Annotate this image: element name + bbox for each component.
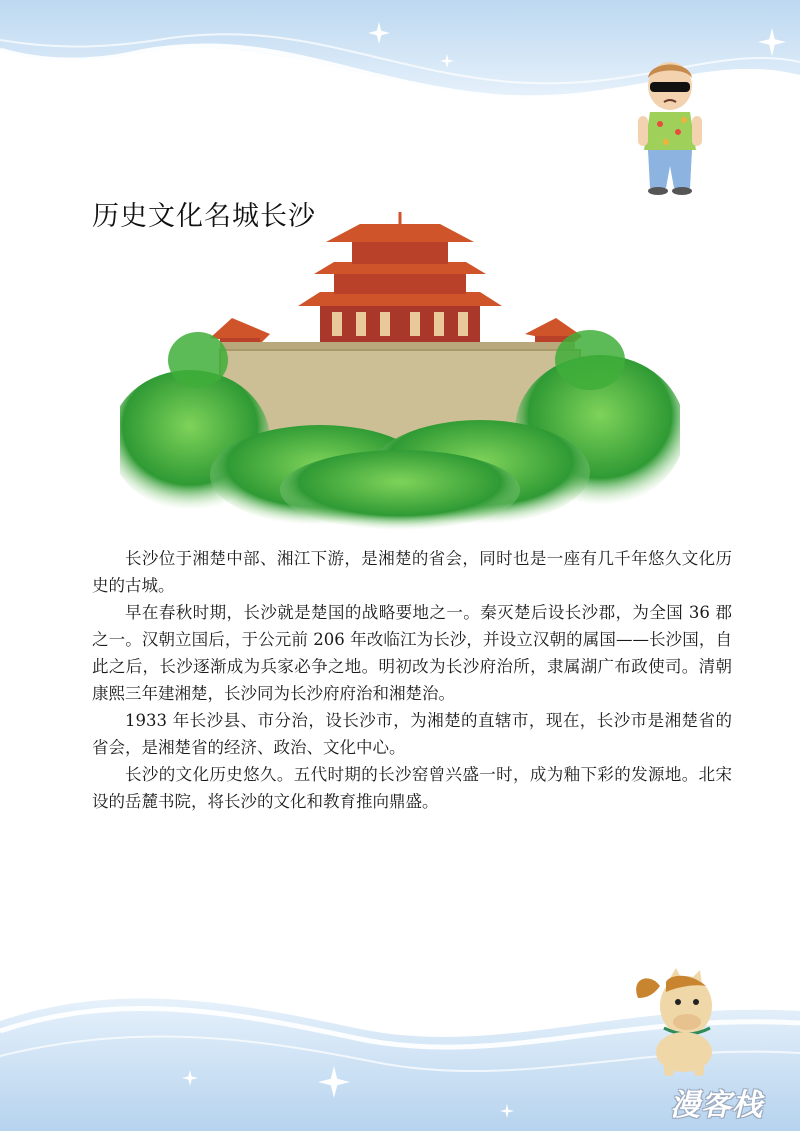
sparkle-icon (318, 1066, 350, 1098)
sparkle-icon (440, 54, 454, 68)
paragraph: 1933 年长沙县、市分治，设长沙市，为湘楚的直辖市，现在，长沙市是湘楚省的省会，是湘楚省的经济、政治、文化中心。 (92, 711, 732, 757)
paragraph: 早在春秋时期，长沙就是楚国的战略要地之一。秦灭楚后设长沙郡，为全国 36 郡之一。汉朝立国后，于公元前 206 年改临江为长沙，并设立汉朝的属国——长沙国，自此之后，长沙逐渐成为兵家必争之地。明初改为长沙府治所，隶属湖广布政使司。清朝康熙三年建湘楚，长沙同为长沙府府治和湘楚治。 (92, 603, 732, 703)
tower-icon (120, 210, 680, 530)
sparkle-icon (368, 22, 390, 44)
watermark-logo: 漫客栈 (670, 1088, 763, 1123)
sparkle-icon (758, 28, 786, 56)
article-body (92, 545, 732, 815)
sparkle-icon (500, 1104, 514, 1118)
boy-sunglasses-icon (630, 58, 710, 198)
horse-icon (630, 968, 730, 1078)
page-title: 历史文化名城长沙 (92, 201, 316, 232)
paragraph: 长沙位于湘楚中部、湘江下游，是湘楚的省会，同时也是一座有几千年悠久文化历史的古城。 (92, 549, 732, 595)
paragraph: 长沙的文化历史悠久。五代时期的长沙窑曾兴盛一时，成为釉下彩的发源地。北宋设的岳麓书院，将长沙的文化和教育推向鼎盛。 (92, 765, 732, 811)
sparkle-icon (182, 1070, 198, 1086)
